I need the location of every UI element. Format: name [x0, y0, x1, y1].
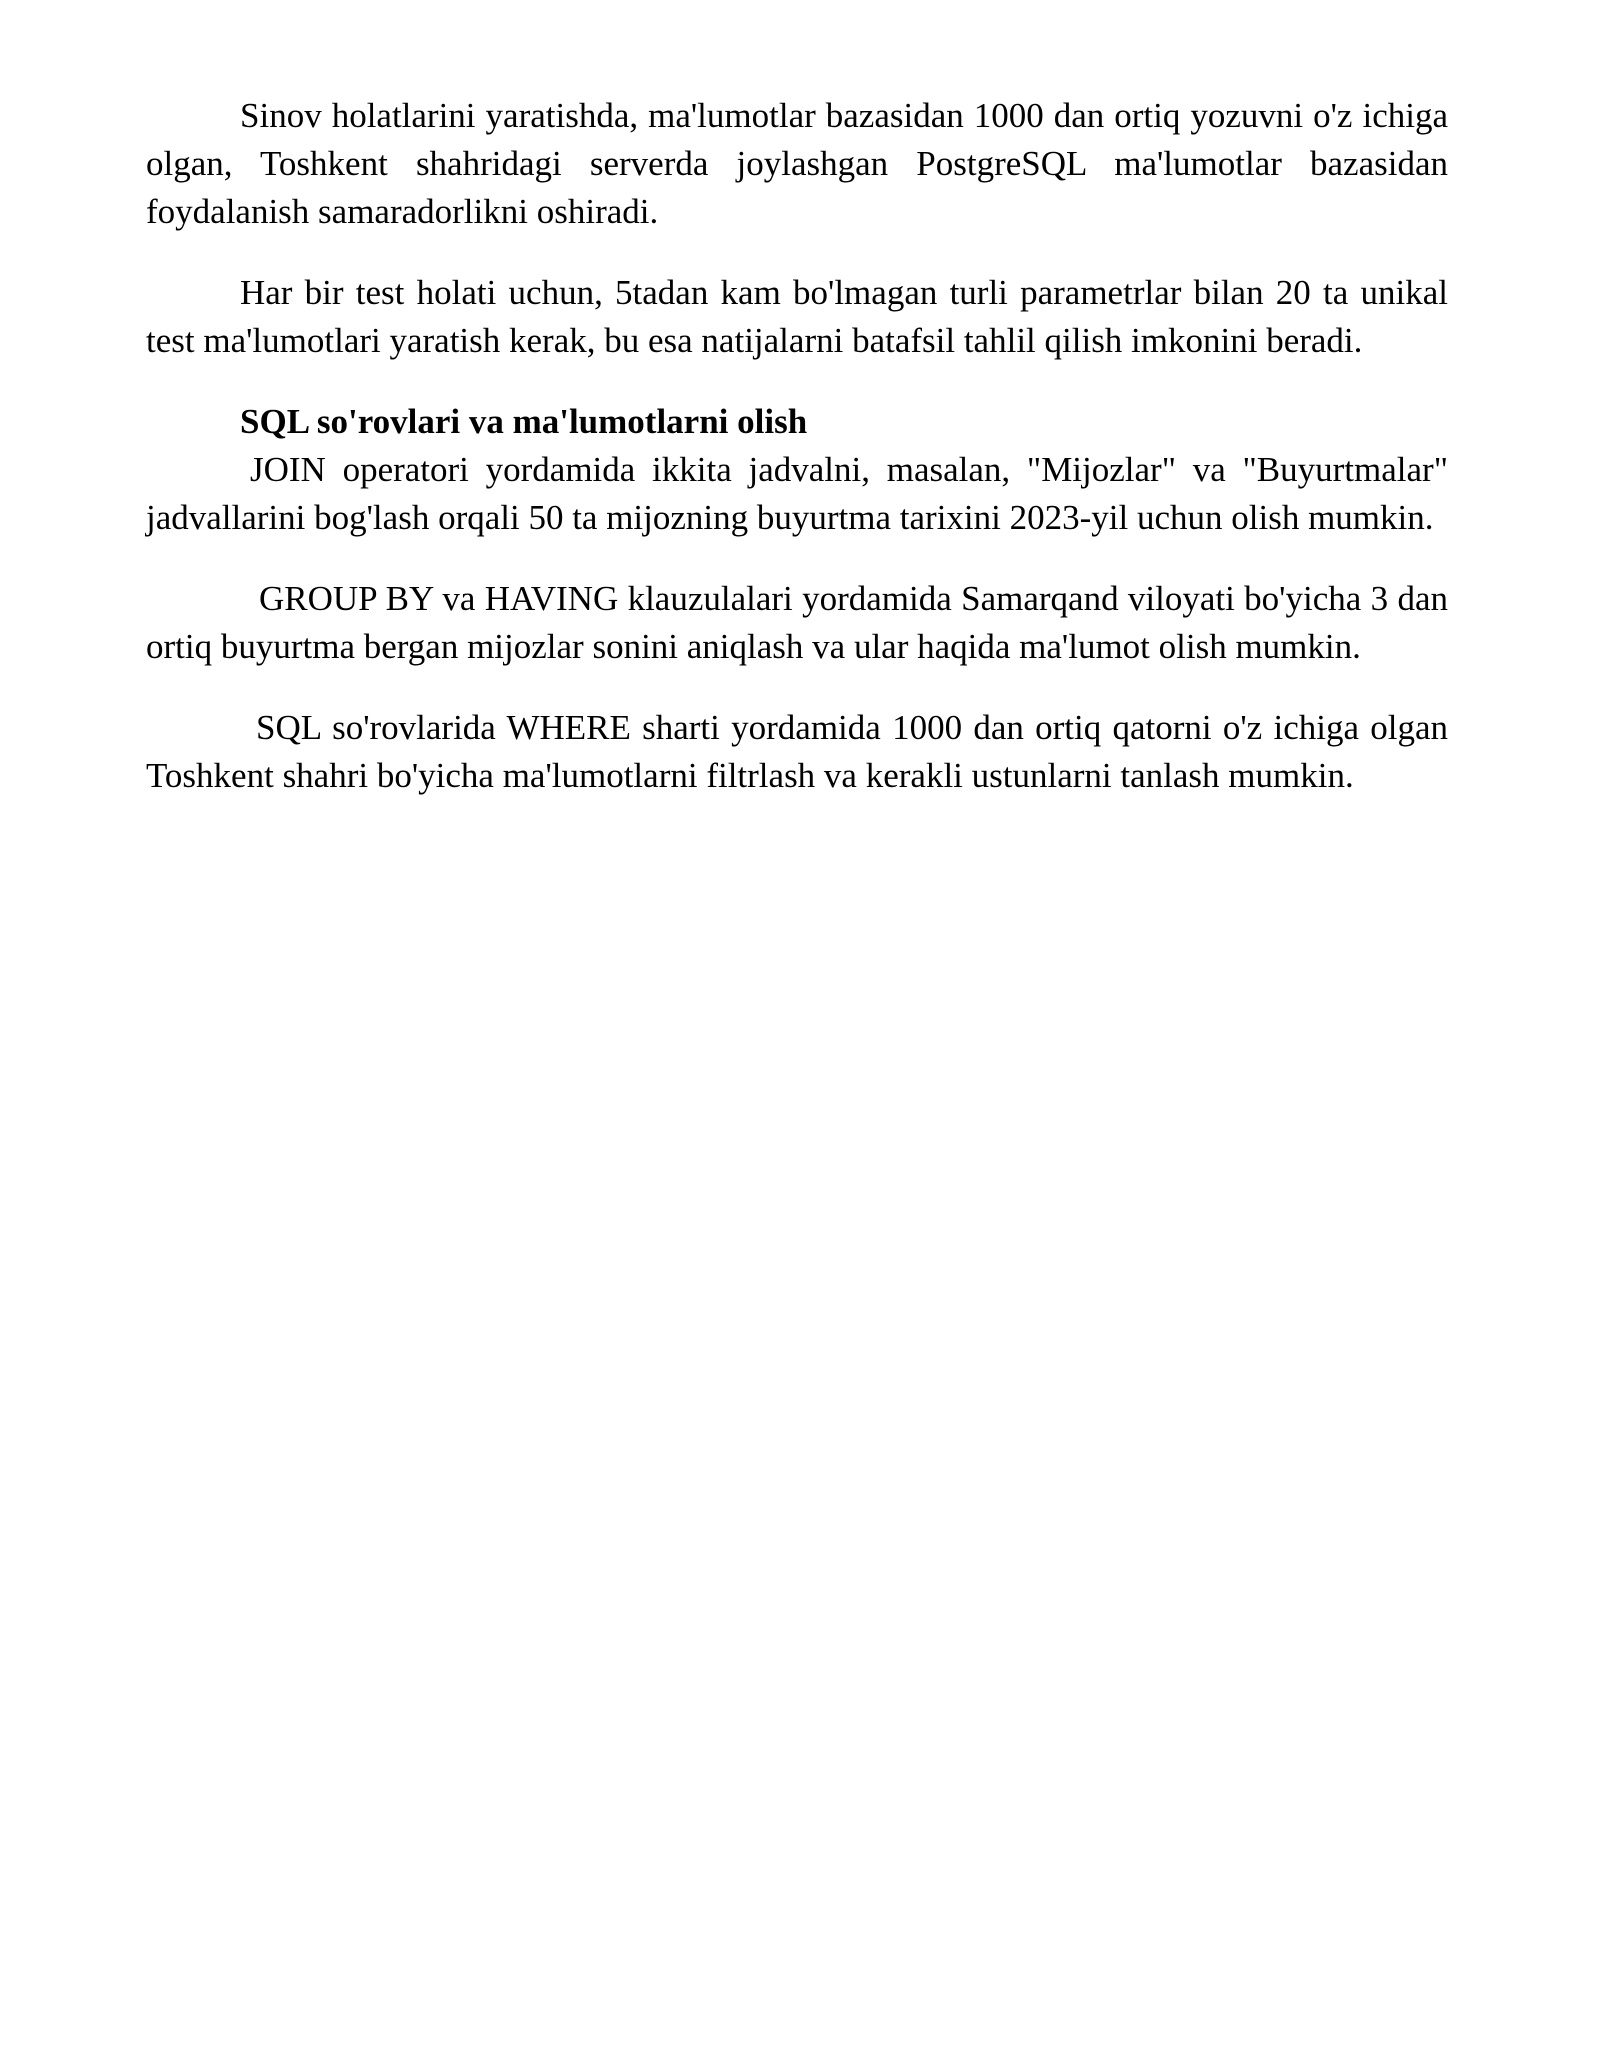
paragraph-group-by-having: GROUP BY va HAVING klauzulalari yordamida Samarqand viloyati bo'yicha 3 dan ortiq buyurtma bergan mijozlar sonini aniqlash va ular haqida ma'lumot olish mumkin. — [146, 579, 1448, 666]
paragraph-where-clause: SQL so'rovlarida WHERE sharti yordamida 1000 dan ortiq qatorni o'z ichiga olgan Toshkent shahri bo'yicha ma'lumotlarni filtrlash va kerakli ustunlarni tanlash mumkin. — [146, 708, 1448, 795]
paragraph-join-operator: JOIN operatori yordamida ikkita jadvalni, masalan, "Mijozlar" va "Buyurtmalar" jadvallarini bog'lash orqali 50 ta mijozning buyurtma tarixini 2023-yil uchun olish mumkin. — [146, 450, 1448, 537]
paragraph-test-case-database: Sinov holatlarini yaratishda, ma'lumotlar bazasidan 1000 dan ortiq yozuvni o'z ichiga olgan, Toshkent shahridagi serverda joylashgan PostgreSQL ma'lumotlar bazasidan foydalanish samaradorlikni oshiradi. — [146, 96, 1448, 231]
document-body — [146, 92, 1448, 800]
section-heading-sql-queries: SQL so'rovlari va ma'lumotlarni olish — [240, 402, 808, 441]
paragraph-test-data-parameters: Har bir test holati uchun, 5tadan kam bo'lmagan turli parametrlar bilan 20 ta unikal test ma'lumotlari yaratish kerak, bu esa natijalarni batafsil tahlil qilish imkonini beradi. — [146, 273, 1448, 360]
